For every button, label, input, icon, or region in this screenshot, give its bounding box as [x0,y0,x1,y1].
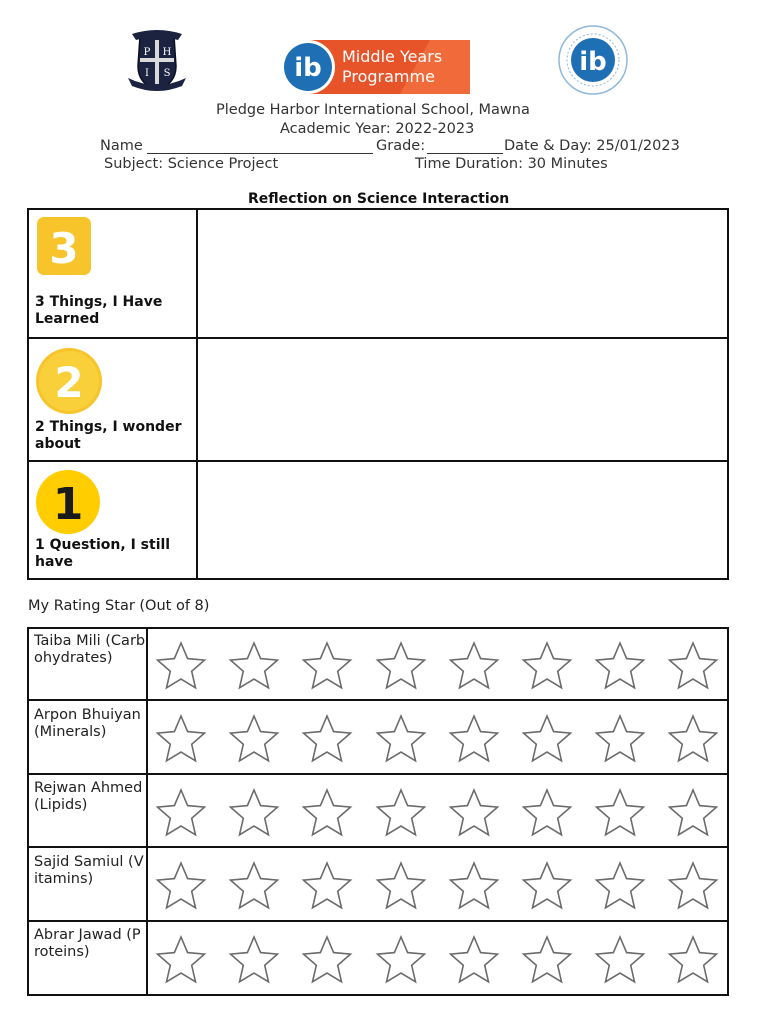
student-name: Arpon Bhuiyan (Minerals) [34,707,141,740]
rating-star-icon[interactable] [448,860,500,912]
rating-star-icon[interactable] [521,860,573,912]
rating-star-icon[interactable] [228,713,280,765]
rating-star-icon[interactable] [448,787,500,839]
reflection-title: Reflection on Science Interaction [248,191,510,207]
rating-star-icon[interactable] [301,640,353,692]
svg-text:P: P [143,47,151,58]
svg-text:3: 3 [49,224,79,273]
rating-star-icon[interactable] [301,713,353,765]
svg-text:I: I [145,68,149,79]
name-blank-line[interactable] [147,153,373,154]
rating-star-icon[interactable] [667,787,719,839]
ib-world-school-logo [556,24,632,96]
rating-star-icon[interactable] [228,640,280,692]
reflection-answer-area-learned[interactable] [199,210,726,336]
rating-star-icon[interactable] [594,860,646,912]
rating-star-icon[interactable] [594,713,646,765]
rating-star-icon[interactable] [521,713,573,765]
duration-label: Time Duration: 30 Minutes [415,156,608,172]
student-name: Rejwan Ahmed (Lipids) [34,780,143,813]
reflection-answer-area-wonder[interactable] [199,339,726,459]
reflection-table [27,208,729,580]
rating-star-icon[interactable] [301,787,353,839]
date-label: Date & Day: 25/01/2023 [504,138,680,154]
school-crest-logo [126,28,188,94]
reflection-answer-area-question[interactable] [199,462,726,577]
svg-text:2: 2 [54,358,84,407]
rating-star-icon[interactable] [448,713,500,765]
grade-blank-line[interactable] [427,153,503,154]
rating-star-icon[interactable] [155,640,207,692]
academic-year: Academic Year: 2022-2023 [280,121,475,137]
rating-title: My Rating Star (Out of 8) [28,598,210,614]
number-one-badge-icon [35,469,101,539]
student-name: Sajid Samiul (Vitamins) [34,854,144,887]
rating-star-icon[interactable] [155,860,207,912]
rating-star-icon[interactable] [155,934,207,986]
rating-star-icon[interactable] [375,787,427,839]
rating-star-icon[interactable] [301,860,353,912]
rating-star-icon[interactable] [594,640,646,692]
reflection-row-label: 2 Things, I wonder about [35,419,182,452]
rating-star-icon[interactable] [155,787,207,839]
rating-star-icon[interactable] [448,640,500,692]
rating-star-icon[interactable] [521,640,573,692]
rating-star-icon[interactable] [521,787,573,839]
myp-logo [280,38,472,96]
name-label: Name [100,138,143,154]
rating-star-icon[interactable] [155,713,207,765]
svg-text:S: S [163,68,171,79]
svg-text:H: H [162,47,172,58]
grade-label: Grade: [376,138,426,154]
rating-star-icon[interactable] [448,934,500,986]
rating-star-icon[interactable] [667,713,719,765]
school-name: Pledge Harbor International School, Mawna [216,102,530,118]
svg-text:Middle Years: Middle Years [342,47,443,66]
rating-star-icon[interactable] [521,934,573,986]
rating-star-icon[interactable] [667,860,719,912]
reflection-row-label: 3 Things, I Have Learned [35,294,163,327]
svg-text:ib: ib [294,53,322,83]
rating-star-icon[interactable] [667,640,719,692]
rating-star-icon[interactable] [228,787,280,839]
svg-text:1: 1 [52,479,84,530]
rating-star-icon[interactable] [375,934,427,986]
student-name: Abrar Jawad (Proteins) [34,927,141,960]
svg-text:ib: ib [579,47,607,77]
rating-star-icon[interactable] [594,787,646,839]
rating-star-icon[interactable] [301,934,353,986]
rating-star-icon[interactable] [594,934,646,986]
subject-label: Subject: Science Project [104,156,279,172]
student-name: Taiba Mili (Carbohydrates) [34,633,146,666]
rating-star-icon[interactable] [228,860,280,912]
reflection-row-label: 1 Question, I still have [35,537,171,570]
svg-text:Programme: Programme [342,67,435,86]
rating-star-icon[interactable] [667,934,719,986]
rating-star-icon[interactable] [375,640,427,692]
rating-star-icon[interactable] [375,713,427,765]
rating-table [27,627,729,996]
number-two-badge-icon [36,347,102,419]
number-three-badge-icon [36,216,92,280]
rating-star-icon[interactable] [375,860,427,912]
rating-star-icon[interactable] [228,934,280,986]
